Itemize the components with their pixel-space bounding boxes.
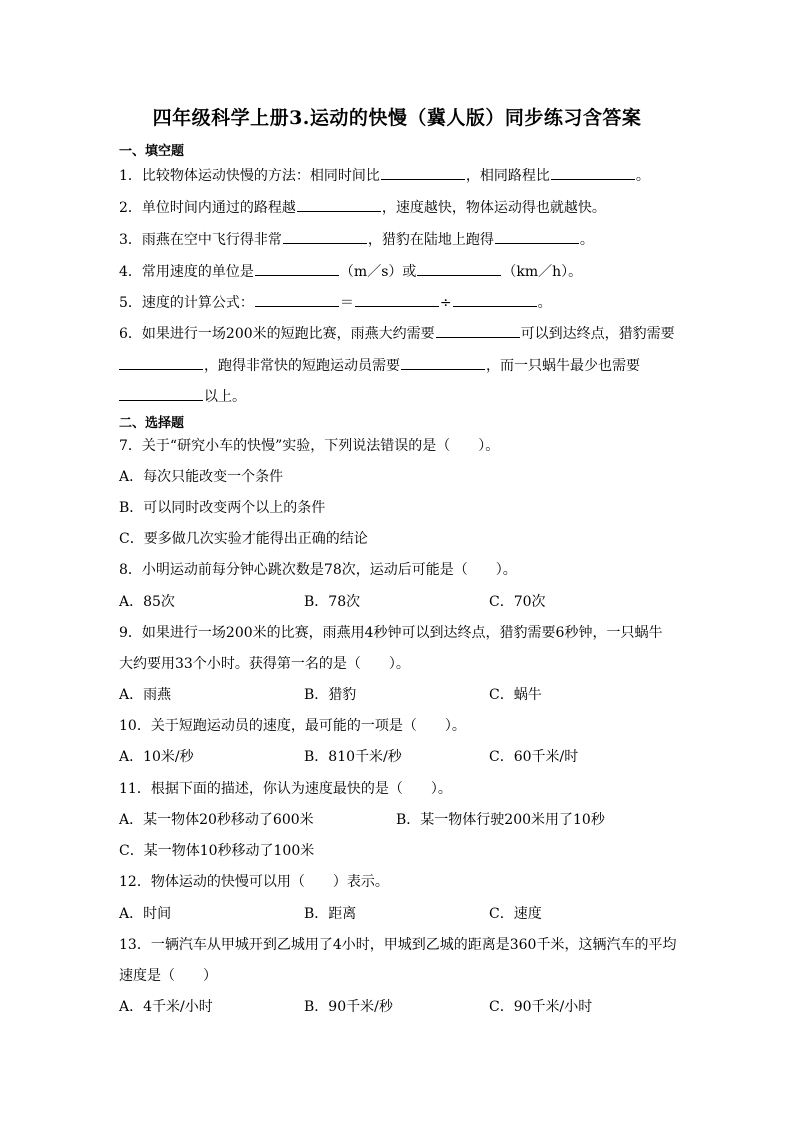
q13-option-a[interactable]: A．4千米/小时	[119, 999, 213, 1015]
q6-text-b: 可以到达终点，猎豹需要	[520, 326, 675, 342]
answer-blank[interactable]	[436, 323, 520, 338]
q9-option-a[interactable]: A．雨燕	[119, 687, 172, 703]
q3-text-a: 3．雨燕在空中飞行得非常	[119, 232, 282, 248]
answer-blank[interactable]	[119, 355, 203, 370]
question-9-line-2: 大约要用33个小时。获得第一名的是（ ）。	[119, 656, 410, 672]
q11-option-c[interactable]: C．某一物体10秒移动了100米	[119, 843, 315, 859]
answer-blank[interactable]	[453, 292, 537, 307]
q3-text-b: ，猎豹在陆地上跑得	[367, 232, 494, 248]
q7-option-c[interactable]: C．要多做几次实验才能得出正确的结论	[119, 531, 368, 547]
answer-blank[interactable]	[119, 386, 203, 401]
question-2	[119, 197, 606, 217]
q7-option-b[interactable]: B．可以同时改变两个以上的条件	[119, 500, 326, 516]
q9-option-b[interactable]: B．猎豹	[304, 687, 357, 703]
question-12: 12．物体运动的快慢可以用（ ）表示。	[119, 874, 389, 890]
q10-option-b[interactable]: B．810千米/秒	[304, 749, 402, 765]
question-6-line-1	[119, 323, 675, 343]
answer-blank[interactable]	[283, 229, 367, 244]
q1-text-c: 。	[635, 168, 650, 184]
q12-option-c[interactable]: C．速度	[489, 906, 542, 922]
q9-option-c[interactable]: C．蜗牛	[489, 687, 542, 703]
answer-blank[interactable]	[255, 261, 339, 276]
q5-divide: ÷	[439, 295, 452, 311]
q6-text-c: ，跑得非常快的短跑运动员需要	[204, 358, 400, 374]
q8-option-a[interactable]: A．85次	[119, 594, 175, 610]
q1-text-b: ，相同路程比	[465, 168, 550, 184]
q12-options	[119, 905, 542, 923]
q5-text-d: 。	[537, 295, 552, 311]
q12-option-a[interactable]: A．时间	[119, 906, 172, 922]
q6-text-a: 6．如果进行一场200米的短跑比赛，雨燕大约需要	[119, 326, 435, 342]
question-1	[119, 165, 650, 185]
answer-blank[interactable]	[401, 355, 485, 370]
q4-text-a: 4．常用速度的单位是	[119, 264, 254, 280]
answer-blank[interactable]	[381, 165, 465, 180]
q10-option-a[interactable]: A．10米/秒	[119, 749, 194, 765]
q11-option-b[interactable]: B．某一物体行驶200米用了10秒	[396, 812, 605, 828]
worksheet-title: 四年级科学上册3.运动的快慢（冀人版）同步练习含答案	[152, 107, 642, 129]
question-6-line-2	[119, 355, 640, 375]
question-3	[119, 229, 594, 249]
q10-option-c[interactable]: C．60千米/时	[489, 749, 579, 765]
question-13-line-1: 13．一辆汽车从甲城开到乙城用了4小时，甲城到乙城的距离是360千米，这辆汽车的平均	[119, 937, 677, 953]
q9-options	[119, 686, 542, 704]
answer-blank[interactable]	[417, 261, 501, 276]
q13-option-c[interactable]: C．90千米/小时	[489, 999, 593, 1015]
q13-options	[119, 998, 592, 1016]
q13-option-b[interactable]: B．90千米/秒	[304, 999, 393, 1015]
question-10: 10．关于短跑运动员的速度，最可能的一项是（ ）。	[119, 718, 466, 734]
question-9-line-1: 9．如果进行一场200米的比赛，雨燕用4秒钟可以到达终点，猎豹需要6秒钟，一只蜗牛	[119, 625, 663, 641]
section-multiple-choice: 二、选择题	[119, 416, 185, 431]
q8-options	[119, 593, 546, 611]
q7-option-a[interactable]: A．每次只能改变一个条件	[119, 469, 284, 485]
question-13-line-2: 速度是（ ）	[119, 968, 217, 984]
q6-text-e: 以上。	[204, 389, 246, 405]
answer-blank[interactable]	[255, 292, 339, 307]
q3-text-c: 。	[579, 232, 594, 248]
q1-text-a: 1．比较物体运动快慢的方法：相同时间比	[119, 168, 380, 184]
q11-options	[119, 811, 605, 829]
question-11: 11．根据下面的描述，你认为速度最快的是（ ）。	[119, 781, 452, 797]
answer-blank[interactable]	[297, 197, 381, 212]
q6-text-d: ，而一只蜗牛最少也需要	[486, 358, 640, 374]
answer-blank[interactable]	[355, 292, 439, 307]
q4-text-b: （m／s）或	[339, 264, 417, 280]
q2-text-a: 2．单位时间内通过的路程越	[119, 200, 296, 216]
question-8: 8．小明运动前每分钟心跳次数是78次，运动后可能是（ ）。	[119, 562, 517, 578]
q12-option-b[interactable]: B．距离	[304, 906, 357, 922]
q8-option-c[interactable]: C．70次	[489, 594, 546, 610]
question-5	[119, 292, 552, 312]
q10-options	[119, 748, 578, 766]
q2-text-b: ，速度越快，物体运动得也就越快。	[381, 200, 606, 216]
q4-text-c: （km／h）。	[502, 264, 583, 280]
question-6-line-3	[119, 386, 246, 406]
answer-blank[interactable]	[551, 165, 635, 180]
q5-text-a: 5．速度的计算公式：	[119, 295, 254, 311]
section-fill-in: 一、填空题	[119, 144, 185, 159]
question-4	[119, 261, 582, 281]
answer-blank[interactable]	[495, 229, 579, 244]
q8-option-b[interactable]: B．78次	[304, 594, 361, 610]
q11-option-a[interactable]: A．某一物体20秒移动了600米	[119, 812, 314, 828]
question-7: 7．关于“研究小车的快慢”实验，下列说法错误的是（ ）。	[119, 438, 500, 454]
q5-equals: ＝	[339, 295, 354, 311]
